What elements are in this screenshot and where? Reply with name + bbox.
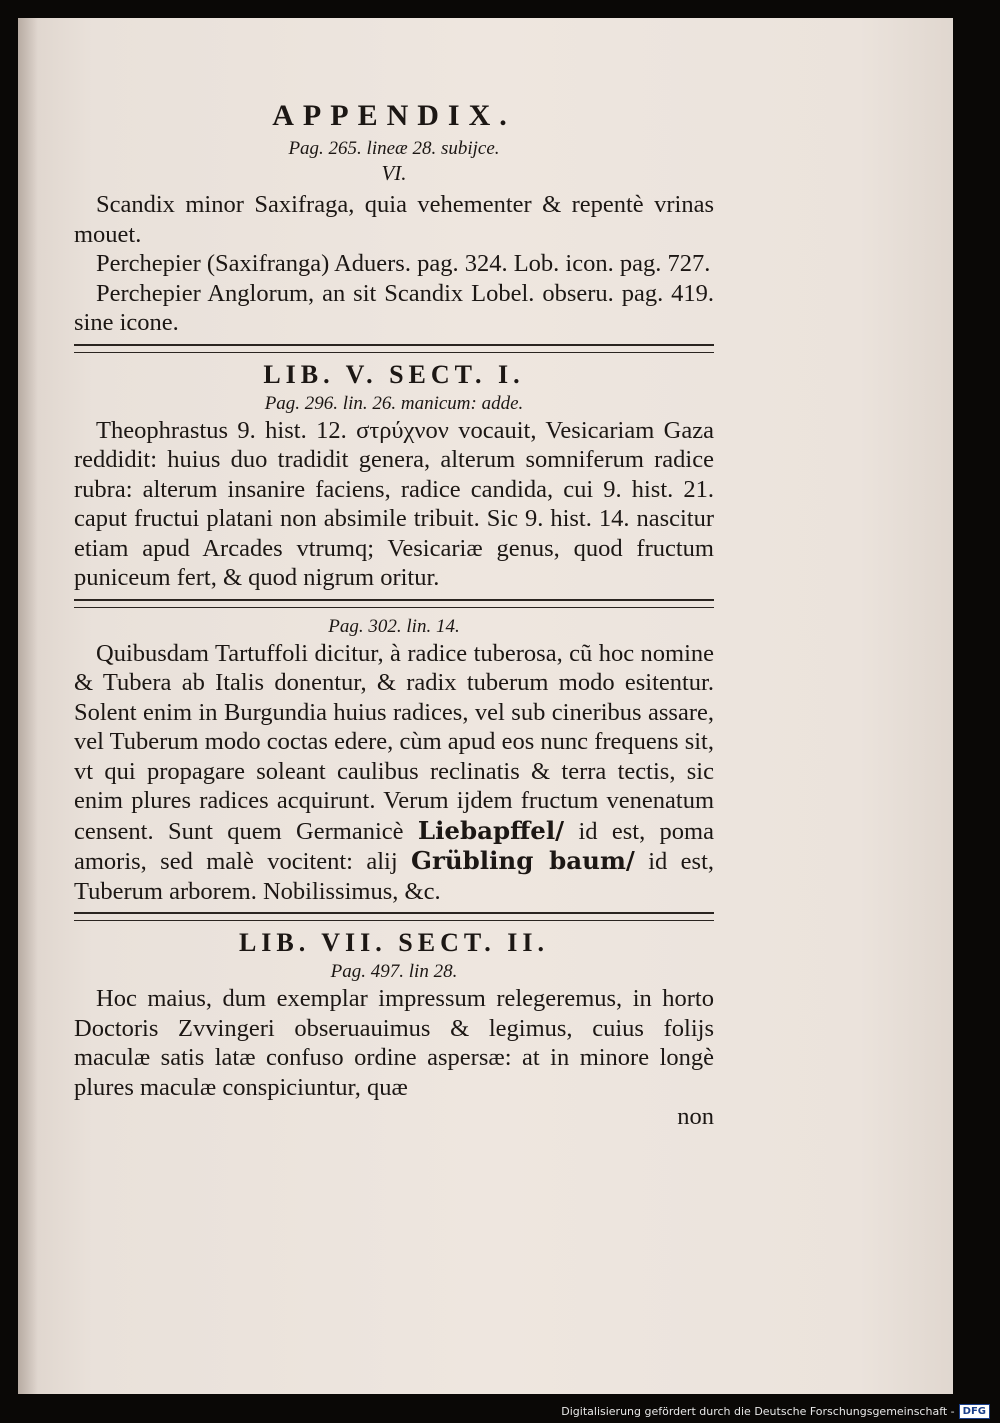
paragraph-hoc-maius: Hoc maius, dum exemplar impressum relegeremus, in horto Doctoris Zvvingeri obseruauimus & legimus, cuius folijs maculæ satis latæ confuso ordine aspersæ: at in minore longè plures maculæ conspiciuntur, quæ (74, 985, 714, 1101)
paragraph-theophrastus: Theophrastus 9. hist. 12. στρύχνον vocauit, Vesicariam Gaza reddidit: huius duo tradidit genera, alterum somniferum radice rubra: alterum insanire faciens, radice candida, cui 9. hist. 21. caput fructui platani non absimile tribuit. Sic 9. hist. 14. nascitur etiam apud Arcades vtrumq; Vesicariæ genus, quod fructum puniceum fert, & quod nigrum oritur. (74, 416, 714, 591)
section-divider (74, 599, 714, 608)
page-reference: Pag. 497. lin 28. (330, 961, 458, 982)
digitization-footer (561, 1404, 990, 1419)
blackletter-word: Grübling baum/ (411, 846, 635, 875)
roman-numeral: VI. (381, 161, 407, 185)
paragraph-perchepier-anglorum: Perchepier Anglorum, an sit Scandix Lobel. obseru. pag. 419. sine icone. (74, 279, 714, 336)
section-divider (74, 912, 714, 921)
page-gutter-shadow (18, 18, 38, 1394)
dfg-logo-icon[interactable]: DFG (959, 1404, 990, 1419)
paragraph-perchepier: Perchepier (Saxifranga) Aduers. pag. 324. Lob. icon. pag. 727. (96, 250, 711, 277)
footer-credit: Digitalisierung gefördert durch die Deutsche Forschungsgemeinschaft - (561, 1405, 955, 1418)
page-heading: APPENDIX. (272, 99, 516, 132)
section-divider (74, 344, 714, 353)
paragraph-text: id est, poma amoris, sed malè vocitent: alij (74, 817, 714, 875)
catchword: non (677, 1103, 714, 1130)
paragraph-quibusdam (74, 639, 714, 907)
page-reference: Pag. 296. lin. 26. manicum: adde. (264, 392, 524, 414)
page-reference: Pag. 302. lin. 14. (328, 615, 460, 637)
book-page (18, 18, 953, 1394)
section-heading: LIB. VII. SECT. II. (238, 928, 550, 957)
page-text (74, 96, 714, 1132)
paragraph-text: id est, Tuberum arborem. Nobilissimus, &c. (74, 848, 714, 905)
section-heading: LIB. V. SECT. I. (263, 359, 525, 389)
page-reference: Pag. 265. lineæ 28. subijce. (288, 138, 500, 159)
paragraph-text: Quibusdam Tartuffoli dicitur, à radice tuberosa, cũ hoc nomine & Tubera ab Italis donentur, & radix tuberum modo esitentur. Solent enim in Burgundia huius radices, vel sub cineribus assare, vel Tuberum modo coctas edere, cùm apud eos nunc frequens sit, vt qui propagare soleant caulibus reclinatis & terra tectis, sic enim plures radices acquirunt. Verum ijdem fructum venenatum censent. Sunt quem Germanicè (74, 639, 714, 845)
blackletter-word: Liebapffel/ (417, 815, 565, 845)
paragraph-scandix: Scandix minor Saxifraga, quia vehementer & repentè vrinas mouet. (74, 191, 714, 248)
